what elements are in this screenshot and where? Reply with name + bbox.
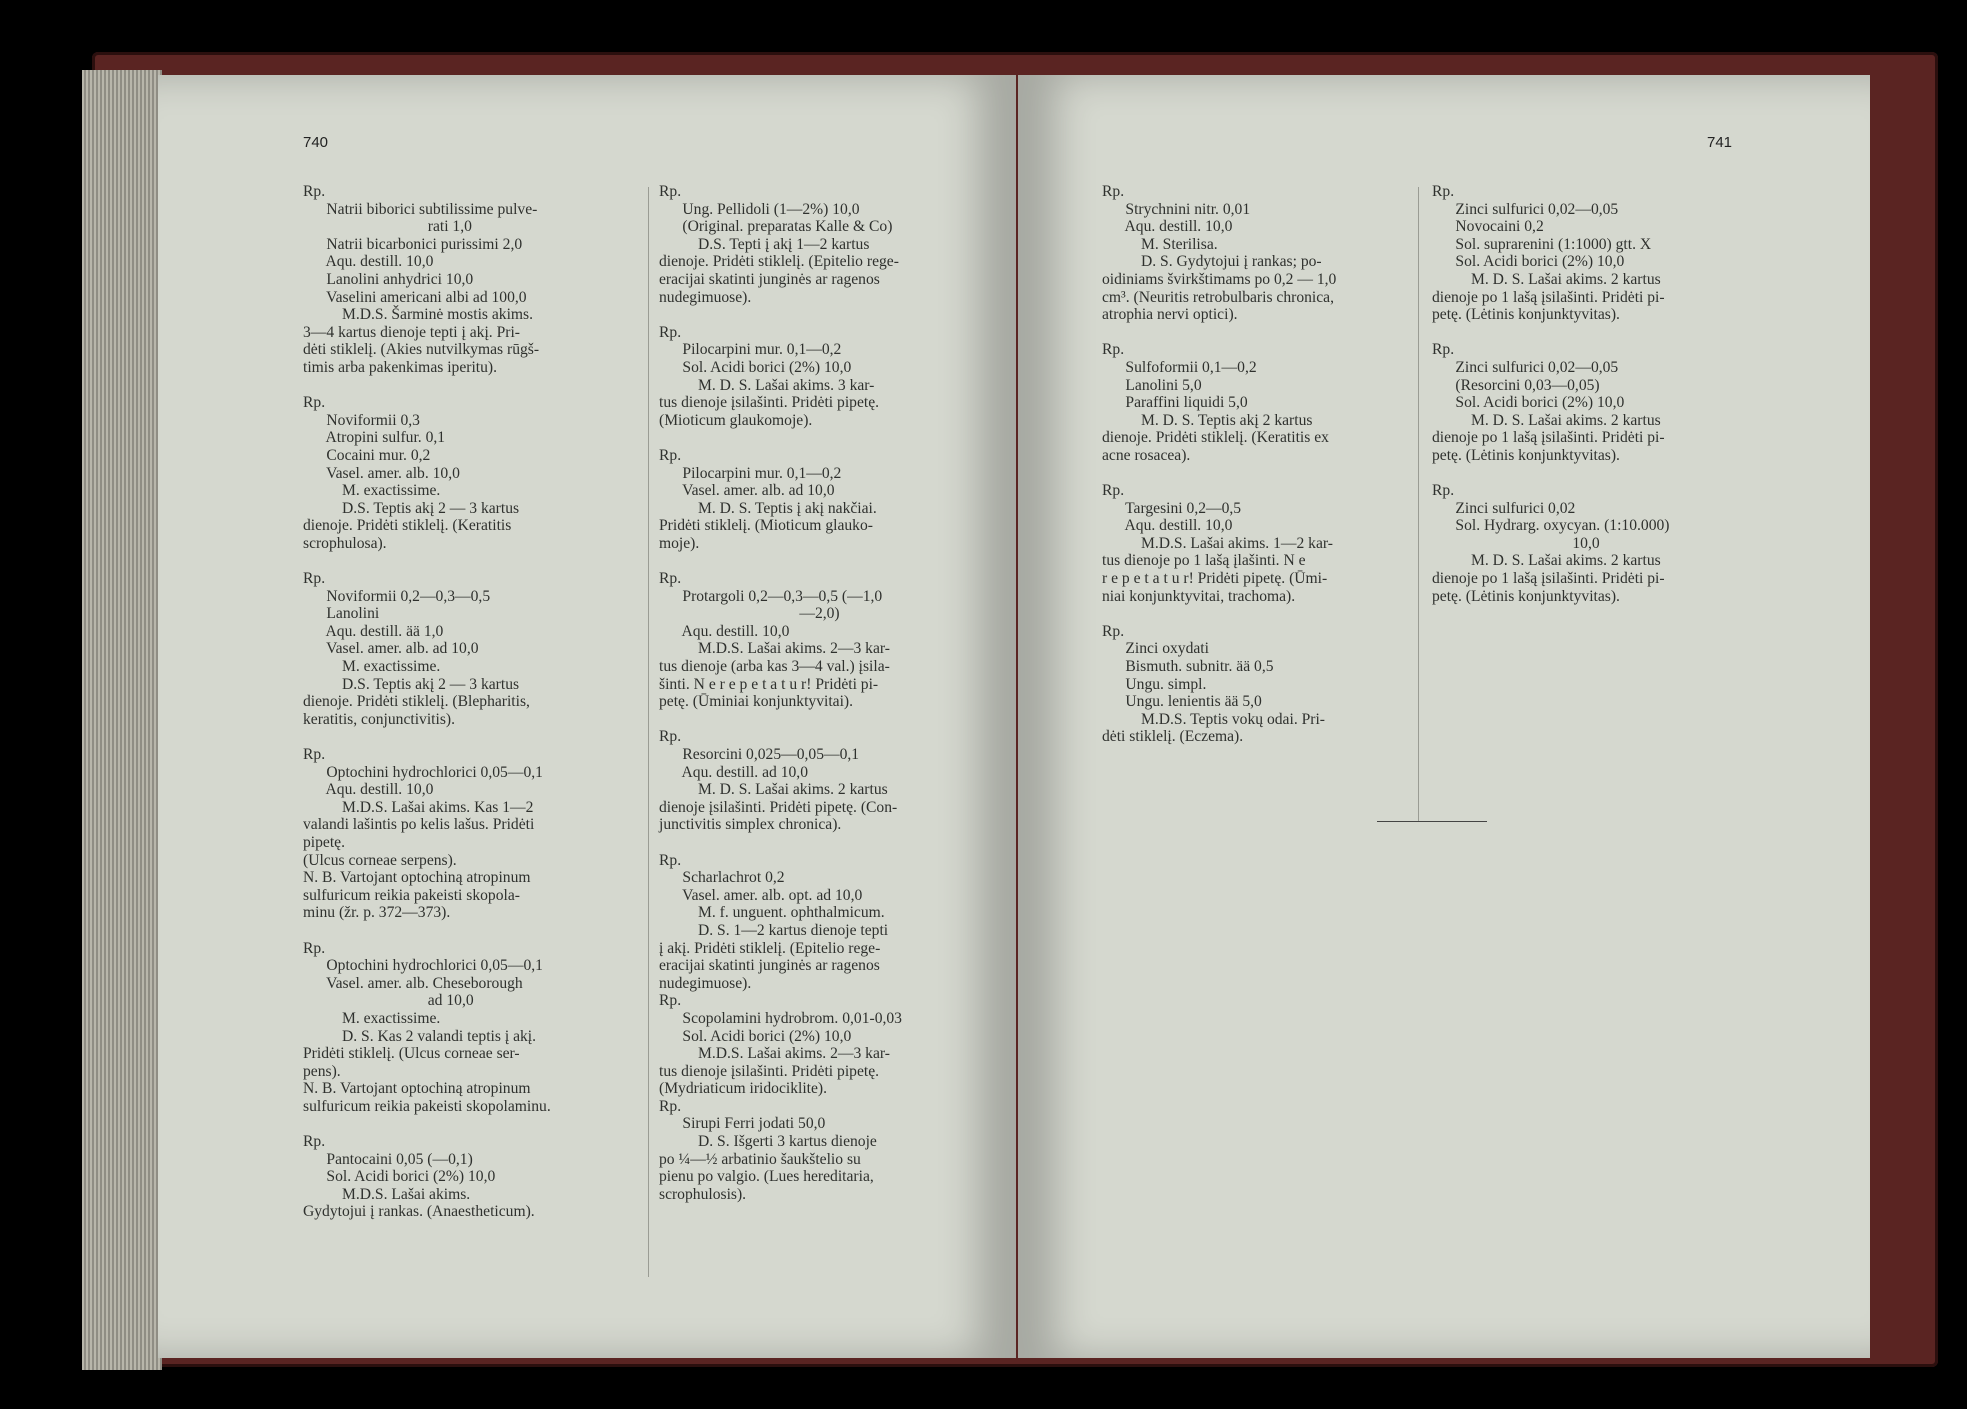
right-page-column-1: Rp. Strychnini nitr. 0,01 Aqu. destill. 10,0 M. Sterilisa. D. S. Gydytojui į rankas; po- oidiniams švirkštimams po 0,2 — 1,0 cm³. (Neuritis retrobulbaris chronica, atrophia nervi optici). Rp. Sulfoformii 0,1—0,2 Lanolini 5,0 Paraffini liquidi 5,0 M. D. S. Teptis akį 2 kartus dienoje. Pridėti stiklelį. (Keratitis ex acne rosacea). Rp. Targesini 0,2—0,5 Aqu. destill. 10,0 M.D.S. Lašai akims. 1—2 kar- tus dienoje po 1 lašą įlašinti. N e r e p e t a t u r! Pridėti pipetę. (Ūmi- niai konjunktyvitai, trachoma). Rp. Zinci oxydati Bismuth. subnitr. ää 0,5 Ungu. simpl. Ungu. lenientis ää 5,0 M.D.S. Teptis vokų odai. Pri- dėti stiklelį. (Eczema). xyxy=(1102,183,1337,746)
column-divider-left xyxy=(648,187,649,1277)
right-page-column-2: Rp. Zinci sulfurici 0,02—0,05 Novocaini 0,2 Sol. suprarenini (1:1000) gtt. X Sol. Acidi borici (2%) 10,0 M. D. S. Lašai akims. 2 kartus dienoje po 1 lašą įsilašinti. Pridėti pi- petę. (Lėtinis konjunktyvitas). Rp. Zinci sulfurici 0,02—0,05 (Resorcini 0,03—0,05) Sol. Acidi borici (2%) 10,0 M. D. S. Lašai akims. 2 kartus dienoje po 1 lašą įsilašinti. Pridėti pi- petę. (Lėtinis konjunktyvitas). Rp. Zinci sulfurici 0,02 Sol. Hydrarg. oxycyan. (1:10.000) 10,0 M. D. S. Lašai akims. 2 kartus dienoje po 1 lašą įsilašinti. Pridėti pi- petę. (Lėtinis konjunktyvitas). xyxy=(1432,183,1670,605)
column-divider-right xyxy=(1418,187,1419,821)
left-page-column-2: Rp. Ung. Pellidoli (1—2%) 10,0 (Original. preparatas Kalle & Co) D.S. Tepti į akį 1—2 kartus dienoje. Pridėti stiklelį. (Epitelio rege- eracijai skatinti junginės ar ragenos nudegimuose). Rp. Pilocarpini mur. 0,1—0,2 Sol. Acidi borici (2%) 10,0 M. D. S. Lašai akims. 3 kar- tus dienoje įsilašinti. Pridėti pipetę. (Mioticum glaukomoje). Rp. Pilocarpini mur. 0,1—0,2 Vasel. amer. alb. ad 10,0 M. D. S. Teptis į akį nakčiai. Pridėti stiklelį. (Mioticum glauko- moje). Rp. Protargoli 0,2—0,3—0,5 (—1,0 —2,0) Aqu. destill. 10,0 M.D.S. Lašai akims. 2—3 kar- tus dienoje (arba kas 3—4 val.) įsila- šinti. N e r e p e t a t u r! Pridėti pi- petę. (Ūminiai konjunktyvitai). Rp. Resorcini 0,025—0,05—0,1 Aqu. destill. ad 10,0 M. D. S. Lašai akims. 2 kartus dienoje įsilašinti. Pridėti pipetę. (Con- junctivitis simplex chronica). Rp. Scharlachrot 0,2 Vasel. amer. alb. opt. ad 10,0 M. f. unguent. ophthalmicum. D. S. 1—2 kartus dienoje tepti į akį. Pridėti stiklelį. (Epitelio rege- eracijai skatinti junginės ar ragenos nudegimuose). Rp. Scopolamini hydrobrom. 0,01-0,03 Sol. Acidi borici (2%) 10,0 M.D.S. Lašai akims. 2—3 kar- tus dienoje įsilašinti. Pridėti pipetę. (Mydriaticum iridociklite). Rp. Sirupi Ferri jodati 50,0 D. S. Išgerti 3 kartus dienoje po ¼—½ arbatinio šaukštelio su pienu po valgio. (Lues hereditaria, scrophulosis). xyxy=(659,183,902,1203)
end-rule xyxy=(1377,821,1487,822)
left-page-column-1: Rp. Natrii biborici subtilissime pulve- rati 1,0 Natrii bicarbonici purissimi 2,0 Aqu. destill. 10,0 Lanolini anhydrici 10,0 Vaselini americani albi ad 100,0 M.D.S. Šarminė mostis akims. 3—4 kartus dienoje tepti į akį. Pri- dėti stiklelį. (Akies nutvilkymas rūgš- timis arba pakenkimas iperitu). Rp. Noviformii 0,3 Atropini sulfur. 0,1 Cocaini mur. 0,2 Vasel. amer. alb. 10,0 M. exactissime. D.S. Teptis akį 2 — 3 kartus dienoje. Pridėti stiklelį. (Keratitis scrophulosa). Rp. Noviformii 0,2—0,3—0,5 Lanolini Aqu. destill. ää 1,0 Vasel. amer. alb. ad 10,0 M. exactissime. D.S. Teptis akį 2 — 3 kartus dienoje. Pridėti stiklelį. (Blepharitis, keratitis, conjunctivitis). Rp. Optochini hydrochlorici 0,05—0,1 Aqu. destill. 10,0 M.D.S. Lašai akims. Kas 1—2 valandi lašintis po kelis lašus. Pridėti pipetę. (Ulcus corneae serpens). N. B. Vartojant optochiną atropinum sulfuricum reikia pakeisti skopola- minu (žr. p. 372—373). Rp. Optochini hydrochlorici 0,05—0,1 Vasel. amer. alb. Cheseborough ad 10,0 M. exactissime. D. S. Kas 2 valandi teptis į akį. Pridėti stiklelį. (Ulcus corneae ser- pens). N. B. Vartojant optochiną atropinum sulfuricum reikia pakeisti skopolaminu. Rp. Pantocaini 0,05 (—0,1) Sol. Acidi borici (2%) 10,0 M.D.S. Lašai akims. Gydytojui į rankas. (Anaestheticum). xyxy=(303,183,551,1221)
left-page xyxy=(158,75,1016,1358)
right-page xyxy=(1018,75,1870,1358)
page-edges xyxy=(82,70,162,1370)
page-number-left: 740 xyxy=(303,134,329,151)
page-number-right: 741 xyxy=(1707,134,1733,151)
